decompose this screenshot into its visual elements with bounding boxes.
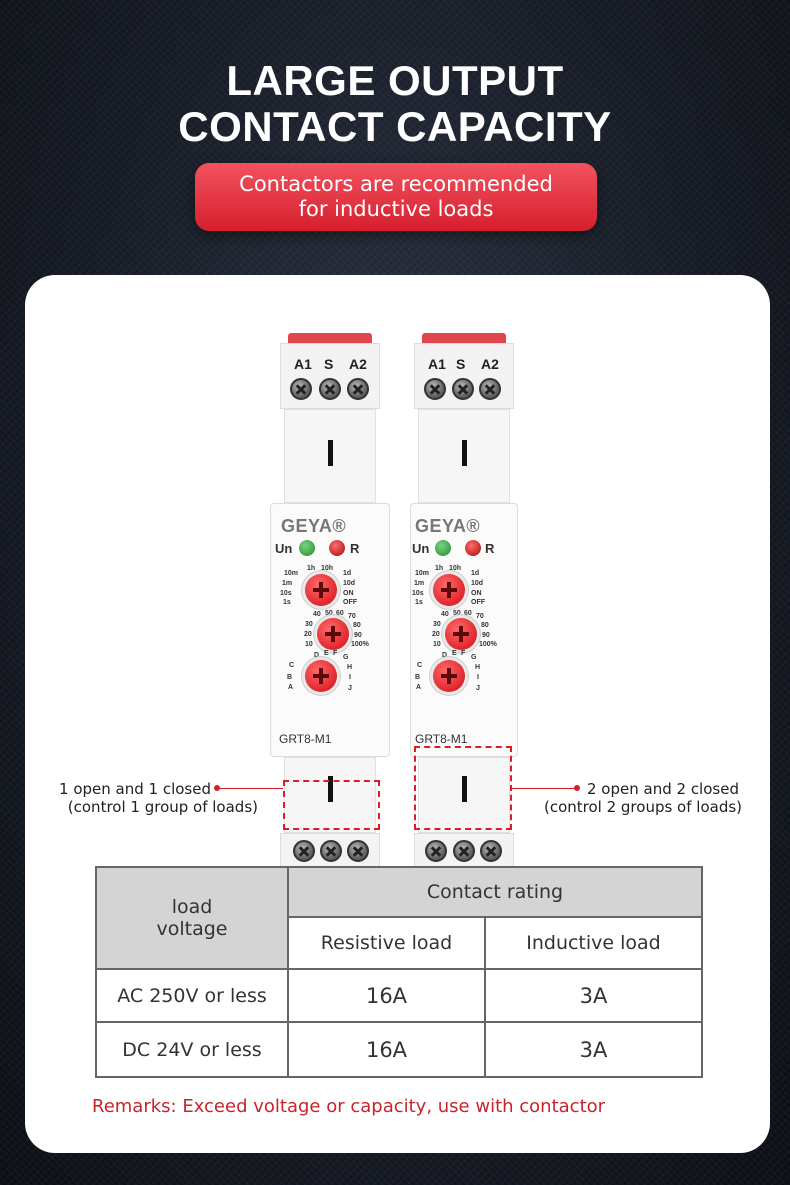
dial-label: 60 <box>464 610 472 617</box>
screw-icon <box>452 378 474 400</box>
dial-label: A <box>288 684 294 691</box>
inductive-load-header: Inductive load <box>485 917 702 969</box>
dial-label: H <box>347 664 353 671</box>
resistive-cell: 16A <box>288 1022 485 1077</box>
dial-label: 1s <box>283 599 291 606</box>
dial-label: 1d <box>471 570 480 577</box>
screw-icon <box>479 378 501 400</box>
dial-label: 80 <box>481 622 489 629</box>
dial-label: 40 <box>441 611 449 618</box>
brand-logo: GEYA® <box>281 516 347 536</box>
dial-label: 50 <box>453 610 461 617</box>
dial-label: E <box>452 650 457 657</box>
dial-label: OFF <box>343 599 357 606</box>
dial-label: 10h <box>449 565 462 572</box>
power-led-icon <box>435 540 451 556</box>
subtitle-line2: for inductive loads <box>298 197 494 221</box>
table-row <box>96 969 702 1022</box>
dial-label: 90 <box>354 632 362 639</box>
slot-mark <box>462 440 467 466</box>
relay-front-panel <box>270 503 390 757</box>
dial-label: 10s <box>412 590 424 597</box>
screw-icon <box>424 378 446 400</box>
terminal-label-a2: A2 <box>349 356 367 372</box>
dial-label: 1d <box>343 570 352 577</box>
dial-label: 90 <box>482 632 490 639</box>
dial-label: H <box>475 664 481 671</box>
dial-label: 100% <box>351 641 369 648</box>
top-terminal-block <box>414 343 514 409</box>
dial-label: 20 <box>304 631 312 638</box>
screw-icon <box>347 840 369 862</box>
dial-label: D <box>442 652 448 659</box>
led-label-r: R <box>485 541 495 556</box>
dial-label: 70 <box>476 613 484 620</box>
inductive-cell: 3A <box>485 969 702 1022</box>
led-label-un: Un <box>412 541 430 556</box>
dial-label: 30 <box>433 621 441 628</box>
dial-label: C <box>417 662 423 669</box>
model-label: GRT8-M1 <box>279 732 332 746</box>
resistive-load-header: Resistive load <box>288 917 485 969</box>
dial-label: G <box>471 654 477 661</box>
voltage-cell: AC 250V or less <box>96 969 288 1022</box>
highlight-box-2 <box>414 746 512 830</box>
resistive-cell: 16A <box>288 969 485 1022</box>
dial-label: 10m <box>284 570 299 577</box>
dial-label: C <box>289 662 295 669</box>
relay-upper-body <box>284 409 376 503</box>
dial-label: 40 <box>313 611 321 618</box>
relay-front-panel <box>410 503 518 757</box>
headline-line1: LARGE OUTPUT <box>226 57 564 104</box>
dial-label: B <box>287 674 293 681</box>
dial-label: 10 <box>305 641 313 648</box>
load-voltage-header-line2: voltage <box>156 918 228 940</box>
terminal-label-s: S <box>324 356 334 372</box>
screw-icon <box>320 840 342 862</box>
remarks-text: Remarks: Exceed voltage or capacity, use with contactor <box>92 1096 606 1117</box>
dial-label: 10d <box>471 580 484 587</box>
brand-logo: GEYA® <box>415 516 481 536</box>
terminal-label-a1: A1 <box>428 356 446 372</box>
led-label-r: R <box>350 541 360 556</box>
relay-top-cap <box>288 333 372 343</box>
relay-led-icon <box>465 540 481 556</box>
screw-icon <box>347 378 369 400</box>
dial-label: B <box>415 674 421 681</box>
function-knob[interactable] <box>305 660 337 692</box>
screw-icon <box>480 840 502 862</box>
dial-label: A <box>416 684 422 691</box>
dial-label: 1m <box>414 580 425 587</box>
table-row <box>96 1022 702 1077</box>
callout-left-line1: 1 open and 1 closed <box>59 780 211 798</box>
subtitle-line1: Contactors are recommended <box>239 172 553 196</box>
contact-rating-header: Contact rating <box>288 867 702 917</box>
screw-icon <box>425 840 447 862</box>
time-range-knob[interactable] <box>433 574 465 606</box>
dial-label: 20 <box>432 631 440 638</box>
time-percent-knob[interactable] <box>317 618 349 650</box>
dial-label: 1h <box>435 565 444 572</box>
voltage-cell: DC 24V or less <box>96 1022 288 1077</box>
led-label-un: Un <box>275 541 293 556</box>
dial-label: 10 <box>433 641 441 648</box>
time-range-knob[interactable] <box>305 574 337 606</box>
dial-label: OFF <box>471 599 485 606</box>
callout-right <box>532 780 754 816</box>
screw-icon <box>319 378 341 400</box>
callout-right-line2: (control 2 groups of loads) <box>543 798 743 816</box>
dial-label: J <box>348 685 352 692</box>
function-knob[interactable] <box>433 660 465 692</box>
headline-line2: CONTACT CAPACITY <box>178 103 612 150</box>
highlight-box-1 <box>283 780 380 830</box>
callout-connector <box>217 788 283 789</box>
screw-icon <box>290 378 312 400</box>
dial-label: 80 <box>353 622 361 629</box>
headline <box>0 58 790 150</box>
contact-rating-table <box>95 866 703 1078</box>
load-voltage-header <box>96 867 288 969</box>
dial-label: 10m <box>415 570 430 577</box>
dial-label: 1m <box>282 580 293 587</box>
dial-label: 10s <box>280 590 292 597</box>
terminal-label-a2: A2 <box>481 356 499 372</box>
relay-upper-body <box>418 409 510 503</box>
slot-mark <box>328 440 333 466</box>
dial-label: 10h <box>321 565 334 572</box>
dial-label: ON <box>343 590 354 597</box>
model-label: GRT8-M1 <box>415 732 468 746</box>
dial-label: F <box>461 650 466 657</box>
dial-label: 1h <box>307 565 316 572</box>
dial-label: 50 <box>325 610 333 617</box>
load-voltage-header-line1: load <box>171 896 213 918</box>
dial-label: F <box>333 650 338 657</box>
time-percent-knob[interactable] <box>445 618 477 650</box>
relay-led-icon <box>329 540 345 556</box>
dial-label: J <box>476 685 480 692</box>
dial-label: E <box>324 650 329 657</box>
dial-label: ON <box>471 590 482 597</box>
dial-label: D <box>314 652 320 659</box>
dial-label: I <box>477 674 479 681</box>
inductive-cell: 3A <box>485 1022 702 1077</box>
terminal-label-s: S <box>456 356 466 372</box>
dial-label: 60 <box>336 610 344 617</box>
dial-label: G <box>343 654 349 661</box>
dial-label: 10d <box>343 580 356 587</box>
subtitle-badge <box>195 163 597 231</box>
top-terminal-block <box>280 343 380 409</box>
callout-left-line2: (control 1 group of loads) <box>67 798 258 816</box>
dial-label: I <box>349 674 351 681</box>
screw-icon <box>453 840 475 862</box>
terminal-label-a1: A1 <box>294 356 312 372</box>
power-led-icon <box>299 540 315 556</box>
dial-label: 100% <box>479 641 497 648</box>
dial-label: 30 <box>305 621 313 628</box>
callout-right-line1: 2 open and 2 closed <box>587 780 739 798</box>
dial-label: 1s <box>415 599 423 606</box>
relay-top-cap <box>422 333 506 343</box>
callout-left <box>40 780 258 816</box>
screw-icon <box>293 840 315 862</box>
dial-label: 70 <box>348 613 356 620</box>
